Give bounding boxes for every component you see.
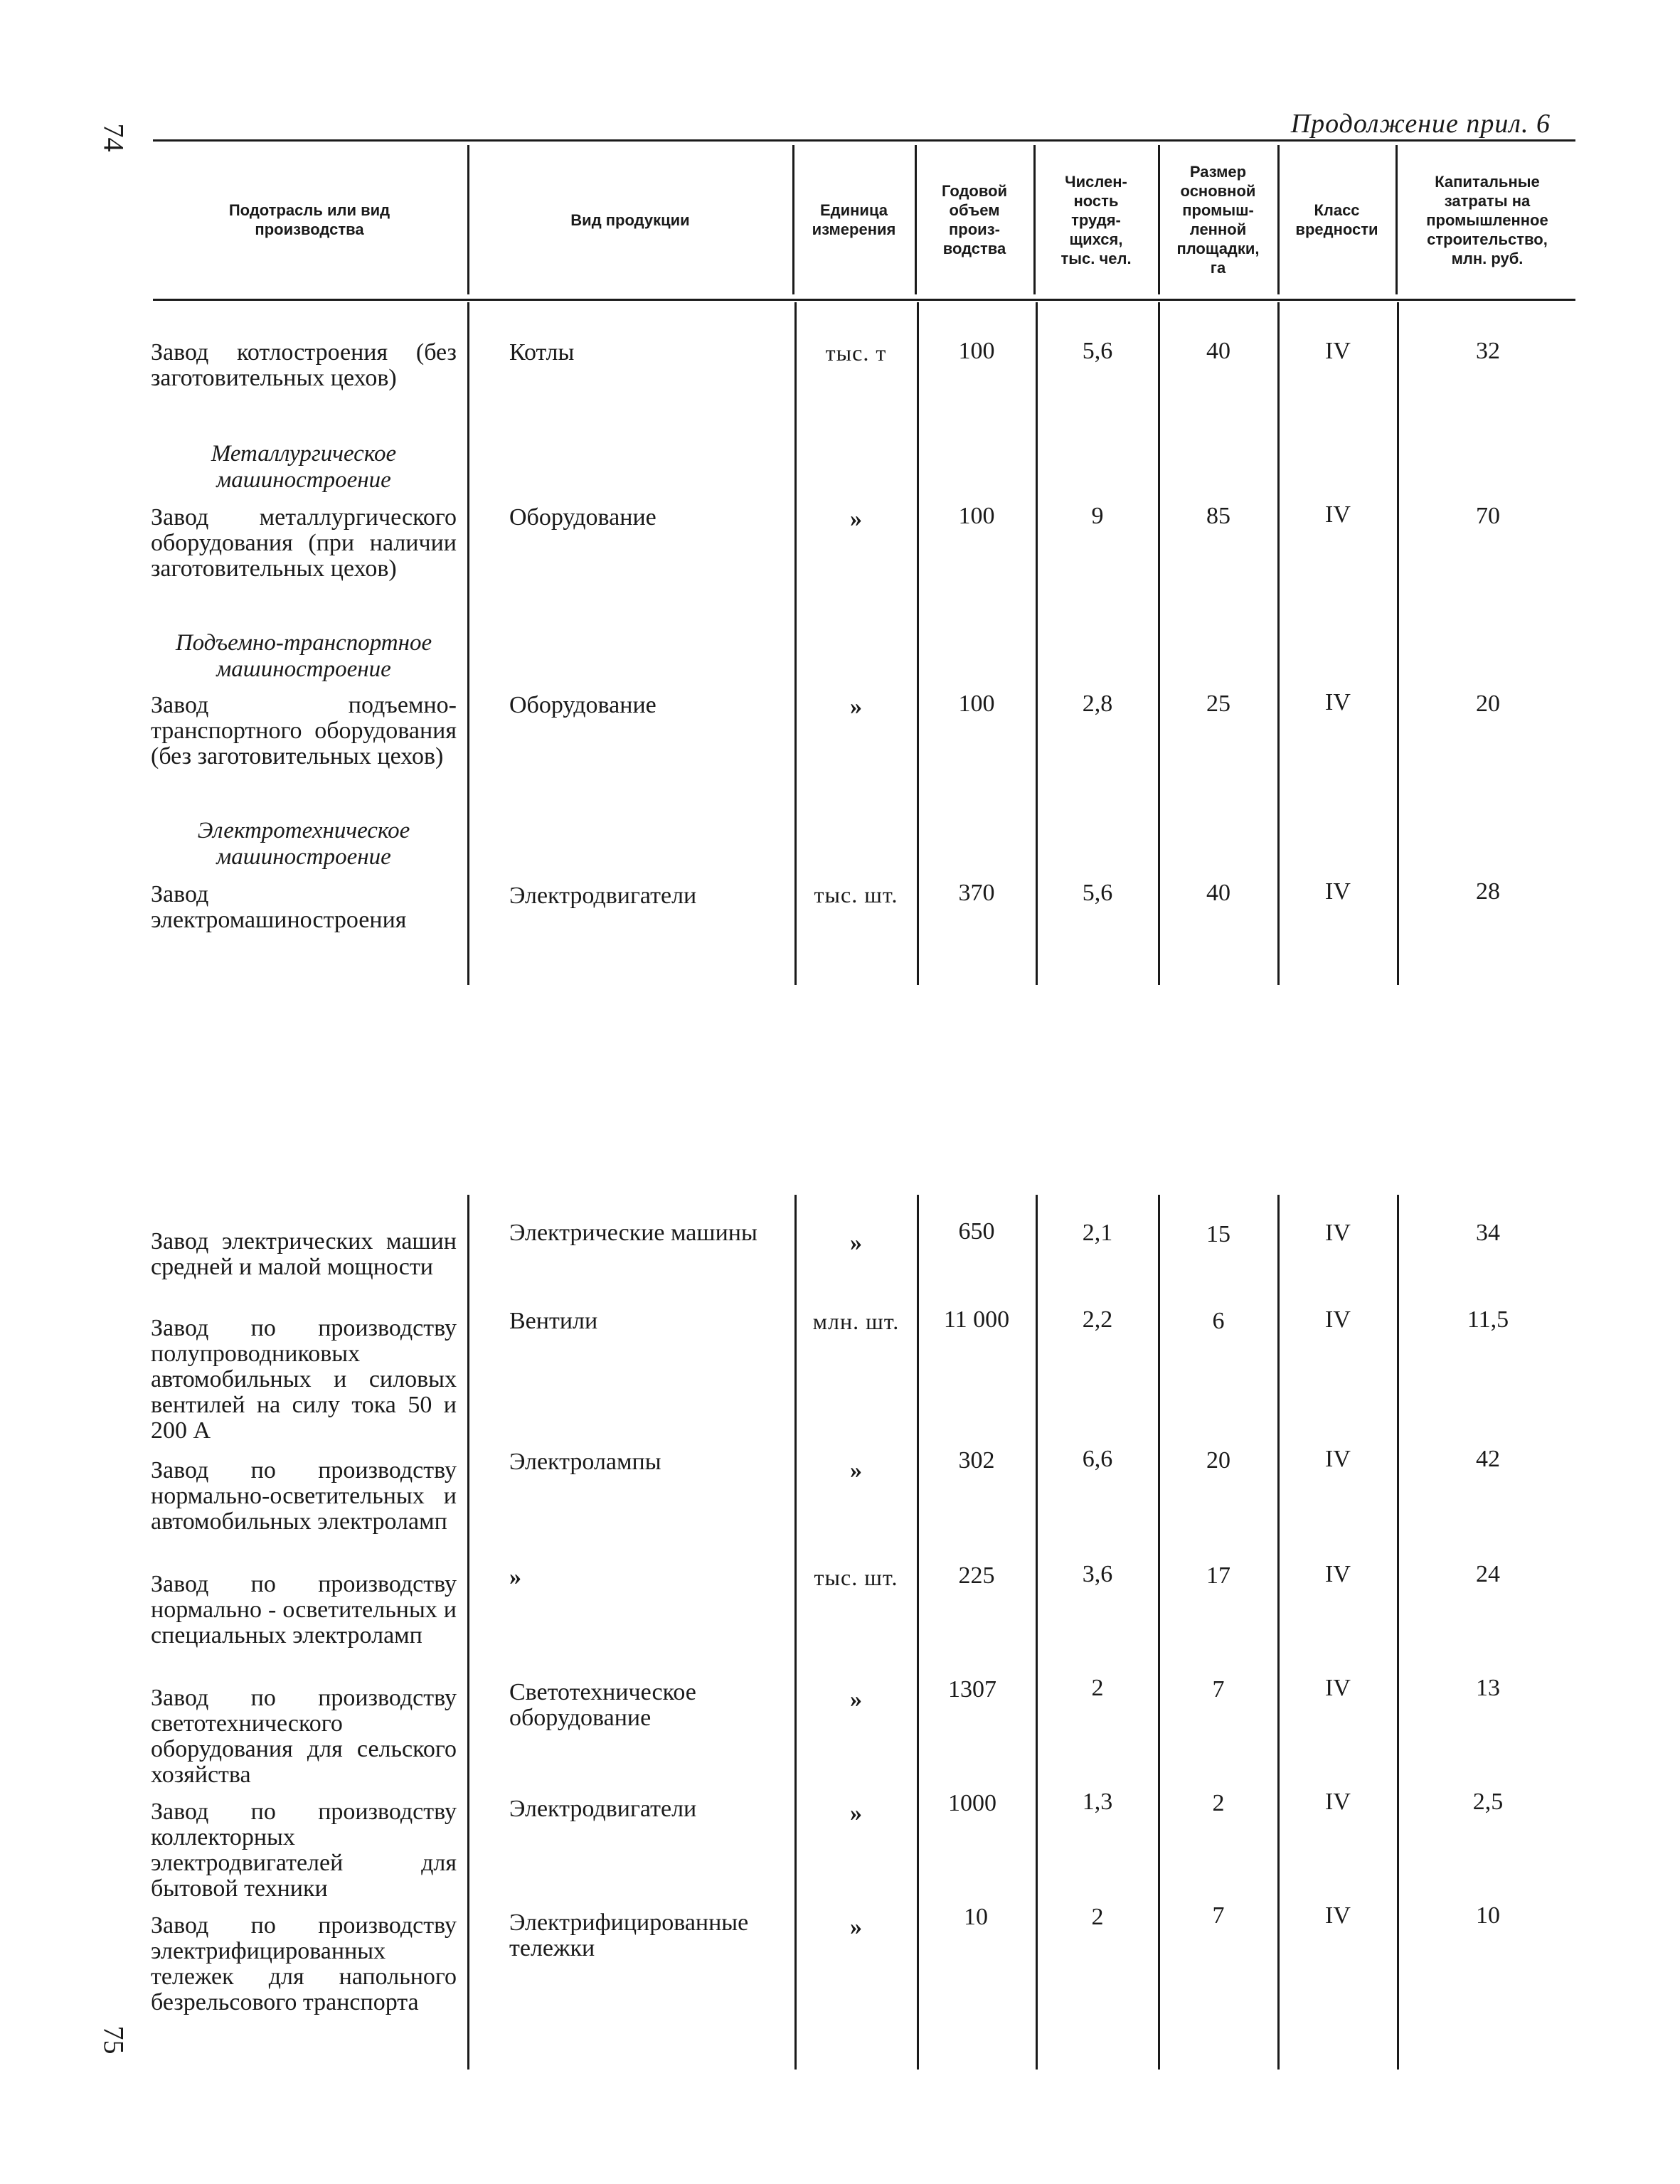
row-area: 17 [1206,1562,1230,1589]
row-area: 25 [1206,691,1230,717]
row-cost: 10 [1476,1902,1500,1929]
row-unit: тыс. т [825,340,887,366]
header-class: Класс вредности [1295,201,1378,238]
row-unit: тыс. шт. [814,882,898,907]
row-volume: 1000 [948,1790,996,1816]
row-class: IV [1325,1789,1351,1815]
row-volume: 100 [958,338,995,364]
row-class: IV [1325,689,1351,715]
page-number-bottom: 75 [97,2025,130,2055]
continuation-caption: Продолжение прил. 6 [1290,109,1551,139]
column-divider [467,302,469,985]
row-workers: 2 [1091,1675,1104,1701]
row-volume: 225 [958,1562,995,1589]
row-volume: 650 [958,1218,995,1245]
row-area: 7 [1212,1902,1225,1929]
row-workers: 2 [1091,1904,1104,1930]
row-product: Электрические машины [509,1220,757,1246]
row-workers: 3,6 [1082,1561,1113,1587]
table-top-rule [153,139,1575,142]
header-workers: Числен- ность трудя- щихся, тыс. чел. [1060,172,1132,267]
row-volume: 100 [958,691,995,717]
row-area: 40 [1206,338,1230,364]
row-unit-ditto: » [850,506,862,532]
row-area: 20 [1206,1447,1230,1474]
row-name: Завод подъемно-транспортного оборудования (без заготовительных цехов) [151,692,457,769]
header-unit: Единица измерения [812,201,896,238]
row-product: Светотехническое оборудование [509,1679,696,1731]
row-area: 7 [1212,1676,1225,1703]
row-area: 40 [1206,880,1230,906]
row-product: Вентили [509,1308,598,1334]
row-workers: 5,6 [1082,338,1113,364]
row-unit: млн. шт. [812,1309,900,1334]
row-cost: 20 [1476,691,1500,717]
row-unit-ditto: » [850,693,862,720]
column-divider [467,1195,469,2070]
row-product: Электролампы [509,1449,661,1475]
row-volume: 11 000 [943,1306,1010,1333]
row-product: Электродвигатели [509,883,697,909]
row-product: Электродвигатели [509,1796,697,1822]
row-cost: 24 [1476,1561,1500,1587]
header-branch: Подотрасль или вид производства [228,201,390,238]
row-name: Завод электрических машин средней и малой мощности [151,1228,457,1280]
row-volume: 10 [964,1904,988,1930]
row-class: IV [1325,501,1351,528]
row-unit-ditto: » [850,1800,862,1826]
row-cost: 13 [1476,1675,1500,1701]
header-bottom-rule [153,299,1575,301]
row-class: IV [1325,1306,1351,1333]
row-name: Завод по производству полупроводниковых автомобильных и силовых вентилей на силу тока 50 и 200 А [151,1315,457,1444]
header-area: Размер основной промыш- ленной площадки, га [1176,163,1260,277]
section-heading: Металлургическое машиностроение [211,441,397,493]
row-name: Завод по производству электрифицированных тележек для напольного безрельсового транспорта [151,1912,457,2015]
row-workers: 9 [1091,503,1104,529]
section-heading: Подъемно-транспортное машиностроение [175,630,432,682]
section-heading: Электротехническое машиностроение [197,818,410,870]
row-cost: 28 [1476,878,1500,905]
header-product: Вид продукции [570,211,690,229]
row-unit: тыс. шт. [814,1565,898,1590]
row-unit-ditto: » [850,1914,862,1940]
row-class: IV [1325,1675,1351,1701]
row-product: Котлы [509,339,575,366]
row-name: Завод по производству коллекторных электродвигателей для бытовой техники [151,1799,457,1902]
header-cost: Капитальные затраты на промышленное строительство, млн. руб. [1426,172,1548,267]
row-cost: 2,5 [1472,1789,1504,1815]
row-area: 15 [1206,1221,1230,1247]
row-name: Завод по производству нормально-осветительных и автомобильных электроламп [151,1457,457,1535]
row-area: 2 [1212,1790,1225,1816]
row-class: IV [1325,878,1351,905]
row-cost: 11,5 [1467,1306,1509,1333]
row-workers: 5,6 [1082,880,1113,906]
row-product-ditto: » [509,1564,521,1590]
row-name: Завод электромашиностроения [151,881,407,933]
row-volume: 100 [958,503,995,529]
row-cost: 34 [1476,1220,1500,1246]
row-class: IV [1325,1220,1351,1246]
row-product: Оборудование [509,504,656,531]
row-cost: 42 [1476,1446,1500,1472]
row-unit-ditto: » [850,1686,862,1712]
row-class: IV [1325,1446,1351,1472]
row-product: Электрифицированные тележки [509,1909,749,1961]
row-class: IV [1325,1902,1351,1929]
row-class: IV [1325,338,1351,364]
row-name: Завод по производству светотехнического оборудования для сельского хозяйства [151,1685,457,1788]
row-name: Завод по производству нормально - осветительных и специальных электроламп [151,1571,457,1648]
row-cost: 70 [1476,503,1500,529]
row-workers: 2,1 [1082,1220,1113,1246]
row-product: Оборудование [509,692,656,718]
row-volume: 370 [958,880,995,906]
row-name: Завод котлостроения (без заготовительных цехов) [151,339,457,391]
row-unit-ditto: » [850,1457,862,1483]
row-workers: 2,8 [1082,691,1113,717]
row-cost: 32 [1476,338,1500,364]
row-workers: 6,6 [1082,1446,1113,1472]
page-number-top: 74 [97,123,130,152]
row-area: 6 [1212,1308,1225,1334]
row-volume: 1307 [948,1676,996,1703]
row-class: IV [1325,1561,1351,1587]
row-volume: 302 [958,1447,995,1474]
row-unit-ditto: » [850,1230,862,1256]
row-workers: 2,2 [1082,1306,1113,1333]
header-volume: Годовой объем произ- водства [941,182,1008,257]
row-area: 85 [1206,503,1230,529]
row-workers: 1,3 [1082,1789,1113,1815]
row-name: Завод металлургического оборудования (при наличии заготовительных цехов) [151,504,457,582]
